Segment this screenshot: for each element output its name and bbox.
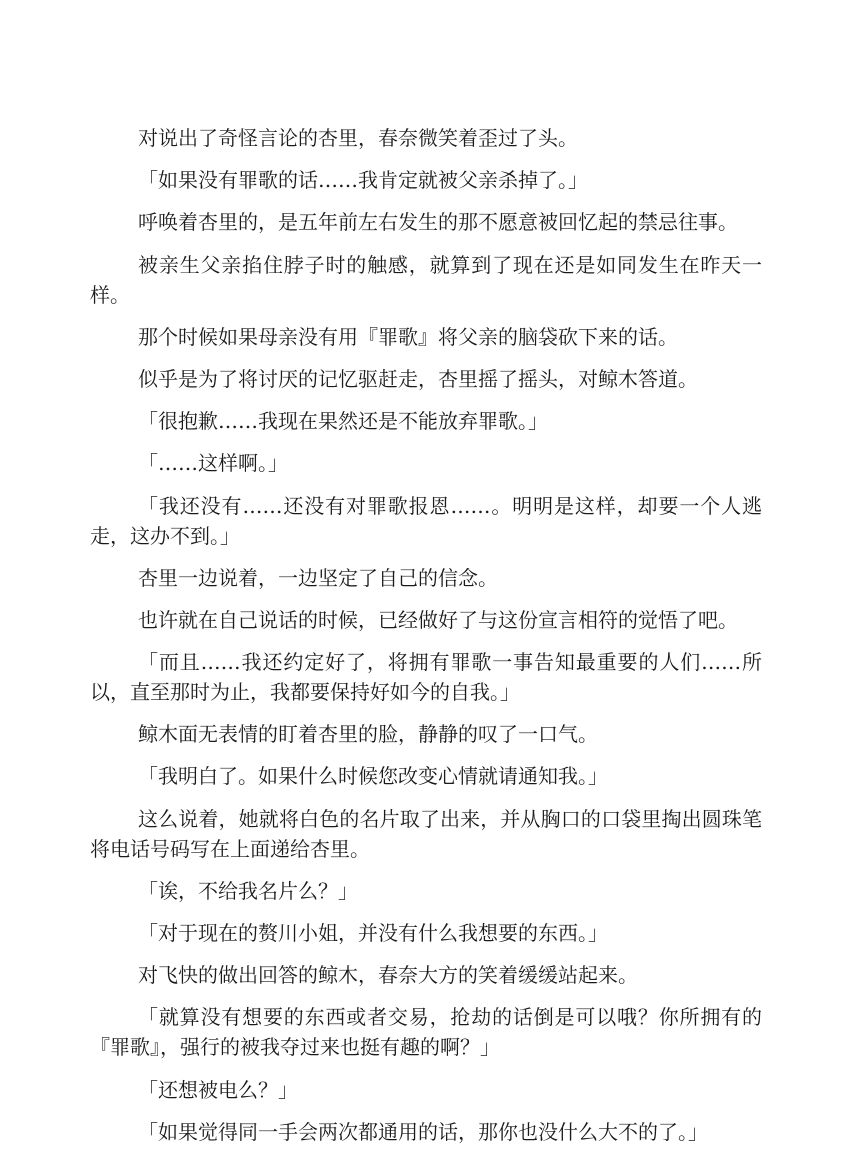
paragraph: 那个时候如果母亲没有用『罪歌』将父亲的脑袋砍下来的话。 <box>138 324 678 349</box>
paragraph: 似乎是为了将讨厌的记忆驱赶走，杏里摇了摇头，对鲸木答道。 <box>138 366 698 391</box>
paragraph: 也许就在自己说话的时候，已经做好了与这份宣言相符的觉悟了吧。 <box>138 607 738 632</box>
paragraph: 「我还没有……还没有对罪歌报恩……。明明是这样，却要一个人逃走，这办不到。」 <box>90 493 762 548</box>
paragraph: 「如果没有罪歌的话……我肯定就被父亲杀掉了。」 <box>138 168 588 193</box>
paragraph: 「诶，不给我名片么？」 <box>138 878 358 903</box>
paragraph: 「而且……我还约定好了，将拥有罪歌一事告知最重要的人们……所以，直至那时为止，我都要保持好如今的自我。」 <box>90 650 762 705</box>
paragraph: 「对于现在的赘川小姐，并没有什么我想要的东西。」 <box>138 921 608 945</box>
paragraph: 「如果觉得同一手会两次都通用的话，那你也没什么大不的了。」 <box>138 1119 708 1144</box>
paragraph: 「……这样啊。」 <box>138 451 288 476</box>
paragraph: 对飞快的做出回答的鲸木，春奈大方的笑着缓缓站起来。 <box>138 963 638 988</box>
paragraph: 被亲生父亲掐住脖子时的触感，就算到了现在还是如同发生在昨天一样。 <box>90 252 762 307</box>
paragraph: 「很抱歉……我现在果然还是不能放弃罪歌。」 <box>138 409 548 434</box>
paragraph: 鲸木面无表情的盯着杏里的脸，静静的叹了一口气。 <box>138 722 598 747</box>
paragraph: 「就算没有想要的东西或者交易，抢劫的话倒是可以哦？你所拥有的『罪歌』，强行的被我夺过来也挺有趣的啊？」 <box>90 1005 762 1060</box>
document-page <box>90 123 762 1159</box>
paragraph: 「还想被电么？」 <box>138 1077 298 1102</box>
paragraph: 对说出了奇怪言论的杏里，春奈微笑着歪过了头。 <box>138 126 578 150</box>
paragraph: 呼唤着杏里的，是五年前左右发生的那不愿意被回忆起的禁忌往事。 <box>138 210 738 235</box>
paragraph: 「我明白了。如果什么时候您改变心情就请通知我。」 <box>138 764 608 789</box>
paragraph: 杏里一边说着，一边坚定了自己的信念。 <box>138 565 498 590</box>
paragraph: 这么说着，她就将白色的名片取了出来，并从胸口的口袋里掏出圆珠笔将电话号码写在上面递给杏里。 <box>90 806 762 861</box>
